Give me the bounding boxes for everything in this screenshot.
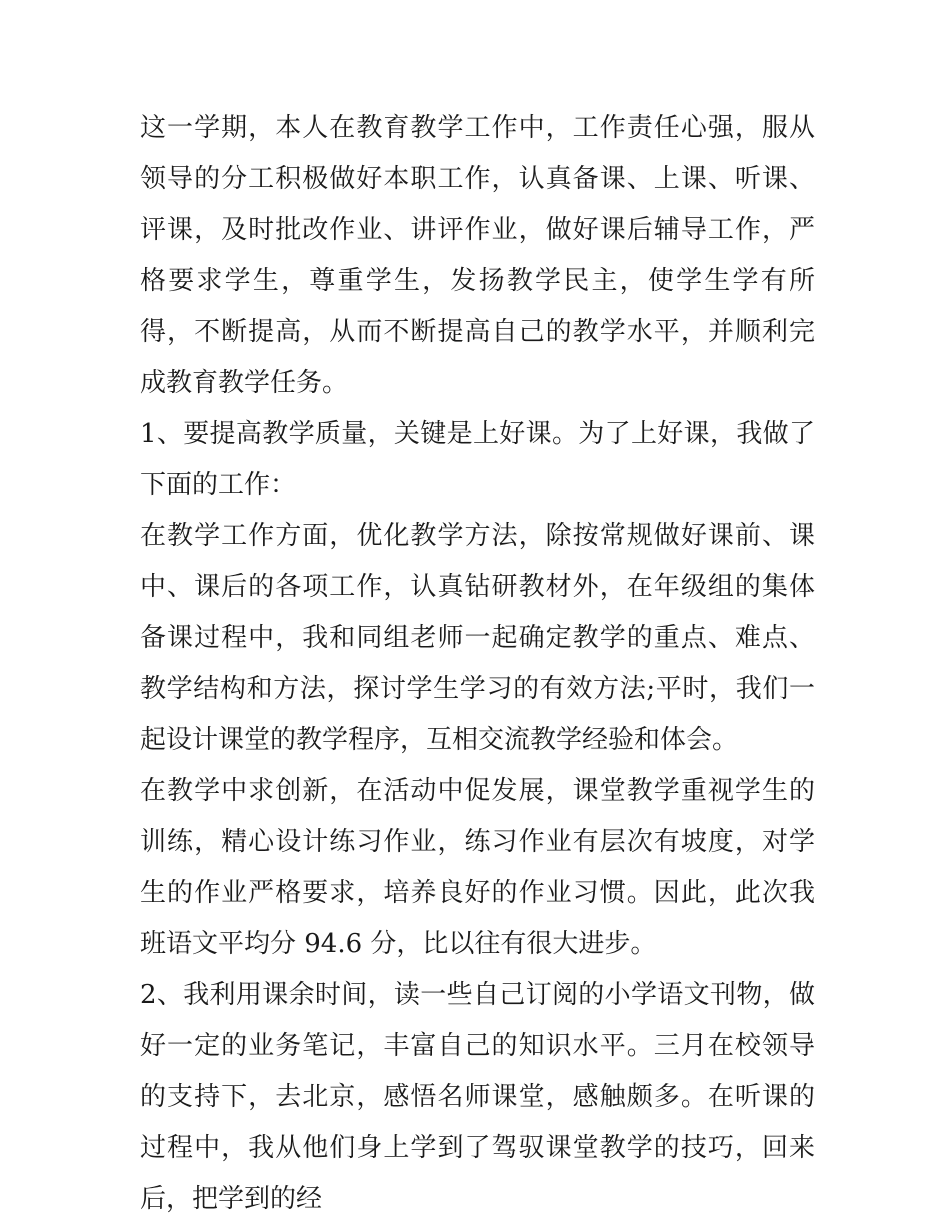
document-body xyxy=(140,103,815,1225)
paragraph-teaching-methods: 在教学工作方面，优化教学方法，除按常规做好课前、课中、课后的各项工作，认真钻研教材外，在年级组的集体备课过程中，我和同组老师一起确定教学的重点、难点、教学结构和方法，探讨学生学习的有效方法;平时，我们一起设计课堂的教学程序，互相交流教学经验和体会。 xyxy=(140,521,815,755)
paragraph-point-1-heading: 1、要提高教学质量，关键是上好课。为了上好课，我做了下面的工作： xyxy=(140,419,815,500)
paragraph-innovation-practice: 在教学中求创新，在活动中促发展，课堂教学重视学生的训练，精心设计练习作业，练习作业有层次有坡度，对学生的作业严格要求，培养良好的作业习惯。因此，此次我班语文平均分 94.6 分，比以往有很大进步。 xyxy=(140,776,815,959)
paragraph-point-2-self-study: 2、我利用课余时间，读一些自己订阅的小学语文刊物，做好一定的业务笔记，丰富自己的知识水平。三月在校领导的支持下，去北京，感悟名师课堂，感触颇多。在听课的过程中，我从他们身上学到了驾驭课堂教学的技巧，回来后，把学到的经 xyxy=(140,980,815,1214)
paragraph-semester-summary: 这一学期，本人在教育教学工作中，工作责任心强，服从领导的分工积极做好本职工作，认真备课、上课、听课、评课，及时批改作业、讲评作业，做好课后辅导工作，严格要求学生，尊重学生，发扬教学民主，使学生学有所得，不断提高，从而不断提高自己的教学水平，并顺利完成教育教学任务。 xyxy=(140,113,815,398)
